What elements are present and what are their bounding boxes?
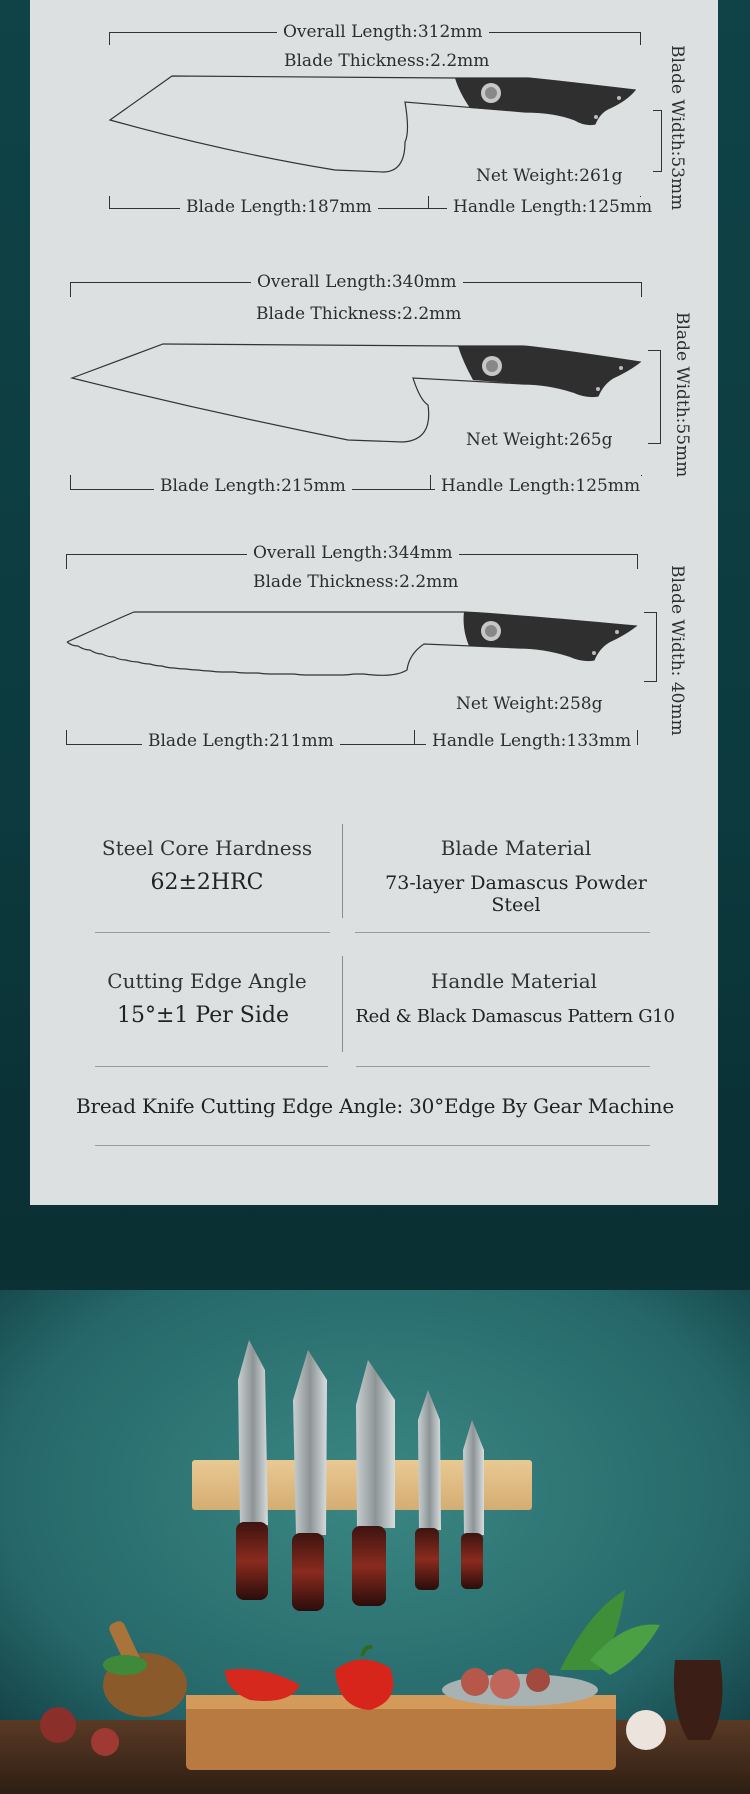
product-photo [0,1290,750,1794]
overall-length-label: Overall Length:340mm [251,272,463,292]
handle-length-label: Handle Length:125mm [447,197,658,217]
handle-value: Red & Black Damascus Pattern G10 [355,1006,675,1027]
width-dimension-line [648,350,661,444]
hardness-value: 62±2HRC [150,870,264,895]
net-weight-label: Net Weight:265g [466,430,613,450]
blade-thickness-label: Blade Thickness:2.2mm [256,304,462,324]
angle-title: Cutting Edge Angle [107,969,307,993]
material-value: 73-layer Damascus Powder Steel [385,872,647,916]
blade-length-label: Blade Length:211mm [142,731,340,751]
spec-divider [356,1066,650,1067]
overall-length-label: Overall Length:344mm [247,543,459,563]
spec-divider [342,956,343,1052]
blade-thickness-label: Blade Thickness:2.2mm [253,572,459,592]
spec-divider [355,932,650,933]
blade-length-label: Blade Length:187mm [180,197,378,217]
angle-value: 15°±1 Per Side [117,1003,289,1028]
hardness-title: Steel Core Hardness [101,836,313,860]
blade-thickness-label: Blade Thickness:2.2mm [284,51,490,71]
width-dimension-line [653,110,662,172]
knife-outline-3 [64,604,644,684]
handle-title: Handle Material [430,969,598,993]
spec-divider [342,824,343,918]
handle-length-label: Handle Length:133mm [426,731,637,751]
blade-length-label: Blade Length:215mm [154,476,352,496]
handle-length-label: Handle Length:125mm [435,476,646,496]
material-title: Blade Material [440,836,592,860]
spec-divider [95,1145,650,1146]
blade-width-label: Blade Width:53mm [667,45,687,211]
blade-width-label: Blade Width:55mm [672,312,692,478]
spec-divider [95,932,330,933]
spec-divider [95,1066,328,1067]
blade-width-label: Blade Width: 40mm [667,565,687,736]
net-weight-label: Net Weight:261g [476,166,623,186]
width-dimension-line [644,612,657,682]
overall-length-label: Overall Length:312mm [277,22,489,42]
net-weight-label: Net Weight:258g [456,694,603,714]
bread-knife-note: Bread Knife Cutting Edge Angle: 30°Edge By Gear Machine [76,1094,674,1118]
